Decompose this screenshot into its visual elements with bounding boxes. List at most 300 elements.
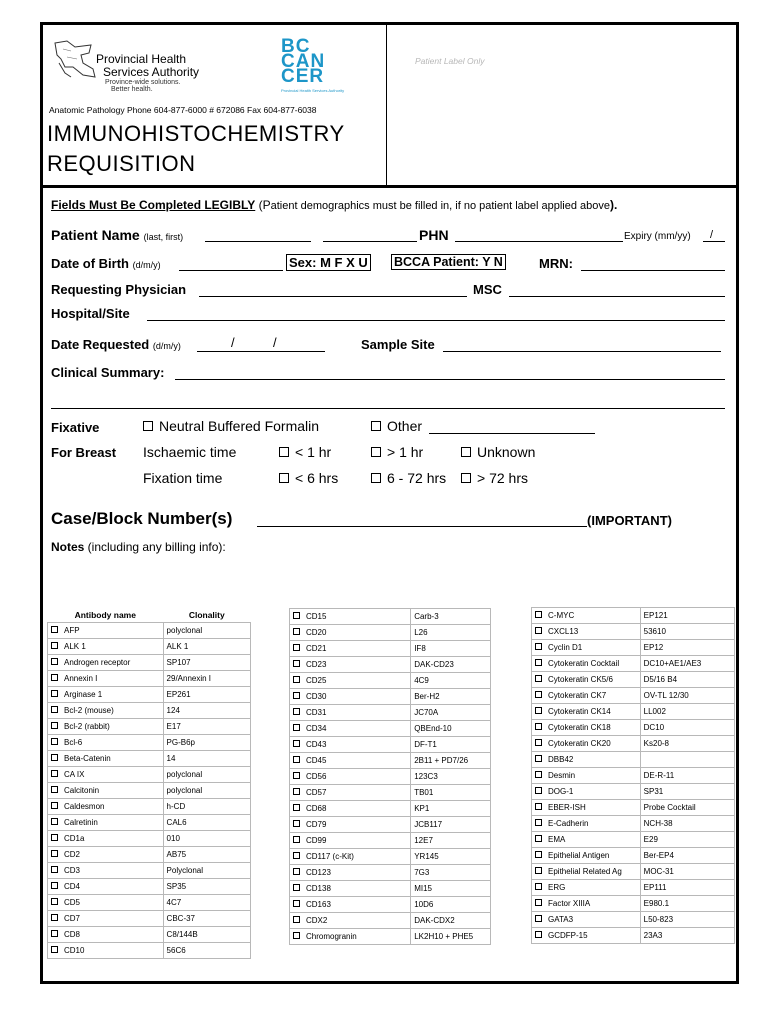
clonality-cell: DAK-CDX2 <box>411 913 491 929</box>
antibody-name: Desmin <box>548 771 576 780</box>
clonality-cell: D5/16 B4 <box>640 672 734 688</box>
antibody-name: CD138 <box>306 884 331 893</box>
checkbox-icon[interactable] <box>51 850 58 857</box>
clonality-cell: polyclonal <box>163 623 250 639</box>
antibody-cell[interactable] <box>290 865 411 881</box>
antibody-cell[interactable] <box>290 641 411 657</box>
antibody-cell[interactable] <box>48 831 164 847</box>
sex-selector[interactable]: Sex: M F X U <box>286 254 371 271</box>
msc-field[interactable] <box>509 296 725 297</box>
antibody-cell[interactable] <box>290 689 411 705</box>
antibody-cell[interactable] <box>532 704 641 720</box>
antibody-name: EBER-ISH <box>548 803 586 812</box>
antibody-name: Epithelial Antigen <box>548 851 610 860</box>
table-row <box>290 913 491 929</box>
checkbox-icon[interactable] <box>293 772 300 779</box>
checkbox-icon[interactable] <box>371 473 381 483</box>
clonality-cell: Probe Cocktail <box>640 800 734 816</box>
checkbox-icon[interactable] <box>293 660 300 667</box>
column-header-antibody-name: Antibody name <box>48 607 164 623</box>
table-row <box>532 688 735 704</box>
antibody-cell[interactable] <box>48 783 164 799</box>
phn-field[interactable] <box>455 241 623 242</box>
patient-name-last-field[interactable] <box>205 241 311 242</box>
physician-field[interactable] <box>199 296 467 297</box>
clonality-cell: CAL6 <box>163 815 250 831</box>
clonality-cell: EP111 <box>640 880 734 896</box>
checkbox-icon[interactable] <box>51 786 58 793</box>
antibody-cell[interactable] <box>532 656 641 672</box>
checkbox-icon[interactable] <box>535 867 542 874</box>
antibody-cell[interactable] <box>532 832 641 848</box>
clonality-cell: 123C3 <box>411 769 491 785</box>
antibody-cell[interactable] <box>48 815 164 831</box>
antibody-cell[interactable] <box>48 799 164 815</box>
checkbox-icon[interactable] <box>51 898 58 905</box>
antibody-cell[interactable] <box>48 895 164 911</box>
antibody-cell[interactable] <box>532 688 641 704</box>
clonality-cell: L26 <box>411 625 491 641</box>
clonality-cell: E980.1 <box>640 896 734 912</box>
table-row <box>532 800 735 816</box>
antibody-name: Annexin I <box>64 674 98 683</box>
fixation-6-72-option[interactable]: 6 - 72 hrs <box>371 470 446 486</box>
clonality-cell: MOC-31 <box>640 864 734 880</box>
table-row <box>290 689 491 705</box>
antibody-cell[interactable] <box>532 640 641 656</box>
antibody-cell[interactable] <box>532 928 641 944</box>
table-row <box>532 896 735 912</box>
checkbox-icon[interactable] <box>51 802 58 809</box>
clonality-cell: h-CD <box>163 799 250 815</box>
antibody-name: DOG-1 <box>548 787 574 796</box>
checkbox-icon[interactable] <box>293 836 300 843</box>
clonality-cell: 2B11 + PD7/26 <box>411 753 491 769</box>
clonality-cell: 14 <box>163 751 250 767</box>
checkbox-icon[interactable] <box>51 626 58 633</box>
antibody-name: Beta-Catenin <box>64 754 111 763</box>
antibody-cell[interactable] <box>532 800 641 816</box>
antibody-cell[interactable] <box>532 720 641 736</box>
antibody-cell[interactable] <box>48 639 164 655</box>
antibody-cell[interactable] <box>532 752 641 768</box>
clonality-cell: PG-B6p <box>163 735 250 751</box>
antibody-cell[interactable] <box>290 913 411 929</box>
bcca-patient-selector[interactable]: BCCA Patient: Y N <box>391 254 506 270</box>
patient-label-area: Patient Label Only <box>415 56 485 66</box>
antibody-cell[interactable] <box>290 929 411 945</box>
antibody-name: Cytokeratin CK7 <box>548 691 607 700</box>
antibody-cell[interactable] <box>48 911 164 927</box>
antibody-cell[interactable] <box>290 721 411 737</box>
checkbox-icon[interactable] <box>293 900 300 907</box>
antibody-name: Cytokeratin CK5/6 <box>548 675 613 684</box>
checkbox-icon[interactable] <box>51 818 58 825</box>
expiry-separator: / <box>710 229 714 241</box>
instructions-bold: Fields Must Be Completed LEGIBLY <box>51 198 256 212</box>
checkbox-icon[interactable] <box>535 627 542 634</box>
physician-label: Requesting Physician <box>51 282 187 297</box>
checkbox-icon[interactable] <box>293 644 300 651</box>
mrn-label: MRN: <box>539 256 573 271</box>
table-row <box>532 752 735 768</box>
antibody-cell[interactable] <box>290 609 411 625</box>
clonality-cell: Ber-H2 <box>411 689 491 705</box>
table-row <box>48 639 251 655</box>
clonality-cell: E29 <box>640 832 734 848</box>
table-row <box>48 895 251 911</box>
clinical-summary-field[interactable] <box>175 379 725 380</box>
antibody-cell[interactable] <box>48 751 164 767</box>
antibody-cell[interactable] <box>290 737 411 753</box>
date-separator-2: / <box>273 335 277 350</box>
antibody-cell[interactable] <box>48 735 164 751</box>
antibody-cell[interactable] <box>290 897 411 913</box>
antibody-cell[interactable] <box>532 864 641 880</box>
antibody-cell[interactable] <box>532 624 641 640</box>
antibody-name: CD10 <box>64 946 85 955</box>
antibody-cell[interactable] <box>290 705 411 721</box>
notes-label: Notes (including any billing info): <box>51 540 226 554</box>
table-row <box>290 609 491 625</box>
checkbox-icon[interactable] <box>51 658 58 665</box>
checkbox-icon[interactable] <box>51 914 58 921</box>
antibody-name: Arginase 1 <box>64 690 103 699</box>
sample-site-field[interactable] <box>443 351 721 352</box>
checkbox-icon[interactable] <box>293 740 300 747</box>
table-row <box>290 753 491 769</box>
checkbox-icon[interactable] <box>293 820 300 827</box>
clonality-cell: Ks20-8 <box>640 736 734 752</box>
antibody-cell[interactable] <box>532 608 641 624</box>
checkbox-icon[interactable] <box>461 447 471 457</box>
antibody-cell[interactable] <box>290 673 411 689</box>
clinical-summary-label: Clinical Summary: <box>51 365 165 380</box>
checkbox-icon[interactable] <box>535 851 542 858</box>
checkbox-icon[interactable] <box>51 706 58 713</box>
clonality-cell: C8/144B <box>163 927 250 943</box>
table-row <box>48 927 251 943</box>
antibody-cell[interactable] <box>290 833 411 849</box>
checkbox-icon[interactable] <box>51 930 58 937</box>
antibody-name: CD7 <box>64 914 81 923</box>
form-title-line2: REQUISITION <box>47 151 196 176</box>
antibody-cell[interactable] <box>532 736 641 752</box>
fixation-gt72-option[interactable]: > 72 hrs <box>461 470 528 486</box>
checkbox-icon[interactable] <box>293 612 300 619</box>
antibody-name: C-MYC <box>548 611 575 620</box>
antibody-cell[interactable] <box>290 801 411 817</box>
checkbox-icon[interactable] <box>293 788 300 795</box>
antibody-name: E-Cadherin <box>548 819 589 828</box>
mrn-field[interactable] <box>581 270 725 271</box>
fixation-lt6-option[interactable]: < 6 hrs <box>279 470 338 486</box>
antibody-name: CD30 <box>306 692 327 701</box>
antibody-name: Cytokeratin Cocktail <box>548 659 620 668</box>
dob-label: Date of Birth (d/m/y) <box>51 256 161 271</box>
antibody-name: CD31 <box>306 708 327 717</box>
checkbox-icon[interactable] <box>535 643 542 650</box>
antibody-cell[interactable] <box>290 881 411 897</box>
clonality-cell: EP121 <box>640 608 734 624</box>
ischaemic-gt1-option[interactable]: > 1 hr <box>371 444 423 460</box>
antibody-cell[interactable] <box>48 943 164 959</box>
clonality-cell: polyclonal <box>163 783 250 799</box>
hospital-field[interactable] <box>147 320 725 321</box>
phsa-tagline1: Province-wide solutions. <box>105 79 181 86</box>
antibody-cell[interactable] <box>290 785 411 801</box>
patient-name-first-field[interactable] <box>323 241 417 242</box>
bc-cancer-logo-sub: Provincial Health Services Authority <box>281 88 345 93</box>
table-row <box>290 865 491 881</box>
checkbox-icon[interactable] <box>51 946 58 953</box>
checkbox-icon[interactable] <box>293 884 300 891</box>
phsa-name-line2: Services Authority <box>103 65 200 79</box>
clonality-cell: 4C9 <box>411 673 491 689</box>
antibody-cell[interactable] <box>48 847 164 863</box>
table-row <box>290 817 491 833</box>
checkbox-icon[interactable] <box>535 899 542 906</box>
checkbox-icon[interactable] <box>51 834 58 841</box>
fixative-label: Fixative <box>51 420 100 435</box>
antibody-cell[interactable] <box>48 879 164 895</box>
fixative-other-option[interactable]: Other <box>371 418 422 434</box>
table-row <box>48 911 251 927</box>
checkbox-icon[interactable] <box>51 882 58 889</box>
antibody-name: CD15 <box>306 612 327 621</box>
clonality-cell: EP261 <box>163 687 250 703</box>
antibody-cell[interactable] <box>48 623 164 639</box>
checkbox-icon[interactable] <box>535 915 542 922</box>
antibody-cell[interactable] <box>290 753 411 769</box>
clonality-cell <box>640 752 734 768</box>
antibody-cell[interactable] <box>48 767 164 783</box>
checkbox-icon[interactable] <box>279 447 289 457</box>
clinical-summary-field-2[interactable] <box>51 408 725 409</box>
checkbox-icon[interactable] <box>535 803 542 810</box>
table-row <box>48 687 251 703</box>
checkbox-icon[interactable] <box>535 611 542 618</box>
ischaemic-lt1-option[interactable]: < 1 hr <box>279 444 331 460</box>
checkbox-icon[interactable] <box>51 738 58 745</box>
checkbox-icon[interactable] <box>371 447 381 457</box>
antibody-name: CD34 <box>306 724 327 733</box>
antibody-name: CDX2 <box>306 916 328 925</box>
phsa-tagline2: Better health. <box>111 86 153 93</box>
table-row <box>48 703 251 719</box>
checkbox-icon[interactable] <box>293 868 300 875</box>
checkbox-icon[interactable] <box>535 771 542 778</box>
antibody-name: CD5 <box>64 898 81 907</box>
form-title-line1: IMMUNOHISTOCHEMISTRY <box>47 121 345 146</box>
dob-field[interactable] <box>179 270 283 271</box>
table-row <box>532 640 735 656</box>
checkbox-icon[interactable] <box>293 692 300 699</box>
antibody-cell[interactable] <box>532 672 641 688</box>
antibody-name: Bcl-2 (mouse) <box>64 706 114 715</box>
clonality-cell: 12E7 <box>411 833 491 849</box>
clonality-cell: ALK 1 <box>163 639 250 655</box>
fixation-time-label: Fixation time <box>143 470 223 486</box>
checkbox-icon[interactable] <box>51 770 58 777</box>
antibody-name: CD163 <box>306 900 331 909</box>
antibody-cell[interactable] <box>532 848 641 864</box>
antibody-cell[interactable] <box>532 880 641 896</box>
antibody-cell[interactable] <box>290 769 411 785</box>
antibody-cell[interactable] <box>532 912 641 928</box>
antibody-cell[interactable] <box>48 671 164 687</box>
fixative-other-field[interactable] <box>429 433 595 434</box>
antibody-cell[interactable] <box>48 655 164 671</box>
antibody-cell[interactable] <box>532 896 641 912</box>
antibody-name: AFP <box>64 626 80 635</box>
antibody-name: CD68 <box>306 804 327 813</box>
table-row <box>48 847 251 863</box>
clonality-cell: JCB117 <box>411 817 491 833</box>
antibody-cell[interactable] <box>48 719 164 735</box>
antibody-name: Chromogranin <box>306 932 357 941</box>
checkbox-icon[interactable] <box>535 835 542 842</box>
checkbox-icon[interactable] <box>293 756 300 763</box>
table-row <box>532 880 735 896</box>
table-row <box>532 928 735 944</box>
antibody-cell[interactable] <box>290 849 411 865</box>
checkbox-icon[interactable] <box>51 642 58 649</box>
antibody-name: CD99 <box>306 836 327 845</box>
table-row <box>290 657 491 673</box>
checkbox-icon[interactable] <box>51 722 58 729</box>
clonality-cell: 7G3 <box>411 865 491 881</box>
checkbox-icon[interactable] <box>51 690 58 697</box>
antibody-name: Cyclin D1 <box>548 643 583 652</box>
checkbox-icon[interactable] <box>51 674 58 681</box>
clonality-cell: Carb-3 <box>411 609 491 625</box>
table-row <box>290 705 491 721</box>
expiry-field[interactable] <box>703 241 725 242</box>
checkbox-icon[interactable] <box>535 691 542 698</box>
checkbox-icon[interactable] <box>143 421 153 431</box>
checkbox-icon[interactable] <box>535 883 542 890</box>
case-block-label: Case/Block Number(s) <box>51 509 233 528</box>
checkbox-icon[interactable] <box>51 754 58 761</box>
phn-label: PHN <box>419 227 449 243</box>
table-row <box>532 848 735 864</box>
checkbox-icon[interactable] <box>535 739 542 746</box>
clonality-cell: 53610 <box>640 624 734 640</box>
checkbox-icon[interactable] <box>293 932 300 939</box>
antibody-cell[interactable] <box>532 768 641 784</box>
clonality-cell: 56C6 <box>163 943 250 959</box>
clonality-cell: DC10+AE1/AE3 <box>640 656 734 672</box>
table-row <box>290 625 491 641</box>
antibody-name: CD1a <box>64 834 85 843</box>
antibody-cell[interactable] <box>532 816 641 832</box>
checkbox-icon[interactable] <box>293 852 300 859</box>
bc-cancer-logo-line2: CAN <box>281 51 326 72</box>
antibody-name: Calretinin <box>64 818 98 827</box>
checkbox-icon[interactable] <box>293 676 300 683</box>
clonality-cell: LK2H10 + PHE5 <box>411 929 491 945</box>
table-row <box>48 863 251 879</box>
checkbox-icon[interactable] <box>293 628 300 635</box>
antibody-cell[interactable] <box>290 817 411 833</box>
checkbox-icon[interactable] <box>461 473 471 483</box>
checkbox-icon[interactable] <box>293 916 300 923</box>
checkbox-icon[interactable] <box>293 804 300 811</box>
antibody-name: Calcitonin <box>64 786 100 795</box>
table-row <box>48 655 251 671</box>
table-row <box>48 623 251 639</box>
checkbox-icon[interactable] <box>51 866 58 873</box>
instructions-close: ). <box>610 198 618 212</box>
table-row <box>290 801 491 817</box>
checkbox-icon[interactable] <box>535 707 542 714</box>
checkbox-icon[interactable] <box>535 723 542 730</box>
table-row <box>290 833 491 849</box>
checkbox-icon[interactable] <box>535 931 542 938</box>
antibody-cell[interactable] <box>48 703 164 719</box>
date-separator-1: / <box>231 335 235 350</box>
antibody-cell[interactable] <box>48 687 164 703</box>
antibody-cell[interactable] <box>290 657 411 673</box>
ischaemic-unknown-option[interactable]: Unknown <box>461 444 535 460</box>
checkbox-icon[interactable] <box>279 473 289 483</box>
table-row <box>532 704 735 720</box>
table-row <box>532 672 735 688</box>
antibody-name: ALK 1 <box>64 642 86 651</box>
antibody-name: EMA <box>548 835 566 844</box>
clonality-cell: Ber-EP4 <box>640 848 734 864</box>
antibody-cell[interactable] <box>48 927 164 943</box>
date-requested-field[interactable] <box>197 351 325 352</box>
clonality-cell: Polyclonal <box>163 863 250 879</box>
clonality-cell: 4C7 <box>163 895 250 911</box>
table-row <box>290 769 491 785</box>
table-row <box>532 816 735 832</box>
antibody-cell[interactable] <box>290 625 411 641</box>
antibody-name: CA IX <box>64 770 85 779</box>
case-block-field[interactable] <box>257 526 587 527</box>
clonality-cell: SP107 <box>163 655 250 671</box>
checkbox-icon[interactable] <box>535 787 542 794</box>
antibody-cell[interactable] <box>48 863 164 879</box>
checkbox-icon[interactable] <box>293 708 300 715</box>
checkbox-icon[interactable] <box>535 659 542 666</box>
clonality-cell: 10D6 <box>411 897 491 913</box>
requisition-form <box>40 22 739 984</box>
checkbox-icon[interactable] <box>535 819 542 826</box>
table-row <box>532 656 735 672</box>
antibody-name: Factor XIIIA <box>548 899 591 908</box>
checkbox-icon[interactable] <box>535 755 542 762</box>
table-row <box>290 673 491 689</box>
table-row <box>48 735 251 751</box>
instructions-p: P <box>262 198 271 212</box>
clonality-cell: KP1 <box>411 801 491 817</box>
table-row <box>48 783 251 799</box>
antibody-name: DBB42 <box>548 755 574 764</box>
table-row <box>532 784 735 800</box>
table-row <box>48 751 251 767</box>
antibody-cell[interactable] <box>532 784 641 800</box>
antibody-name: Bcl-2 (rabbit) <box>64 722 110 731</box>
checkbox-icon[interactable] <box>535 675 542 682</box>
checkbox-icon[interactable] <box>293 724 300 731</box>
bc-cancer-logo-line1: BC <box>281 36 311 57</box>
fixative-nbf-option[interactable]: Neutral Buffered Formalin <box>143 418 319 434</box>
antibody-name: Bcl-6 <box>64 738 83 747</box>
checkbox-icon[interactable] <box>371 421 381 431</box>
